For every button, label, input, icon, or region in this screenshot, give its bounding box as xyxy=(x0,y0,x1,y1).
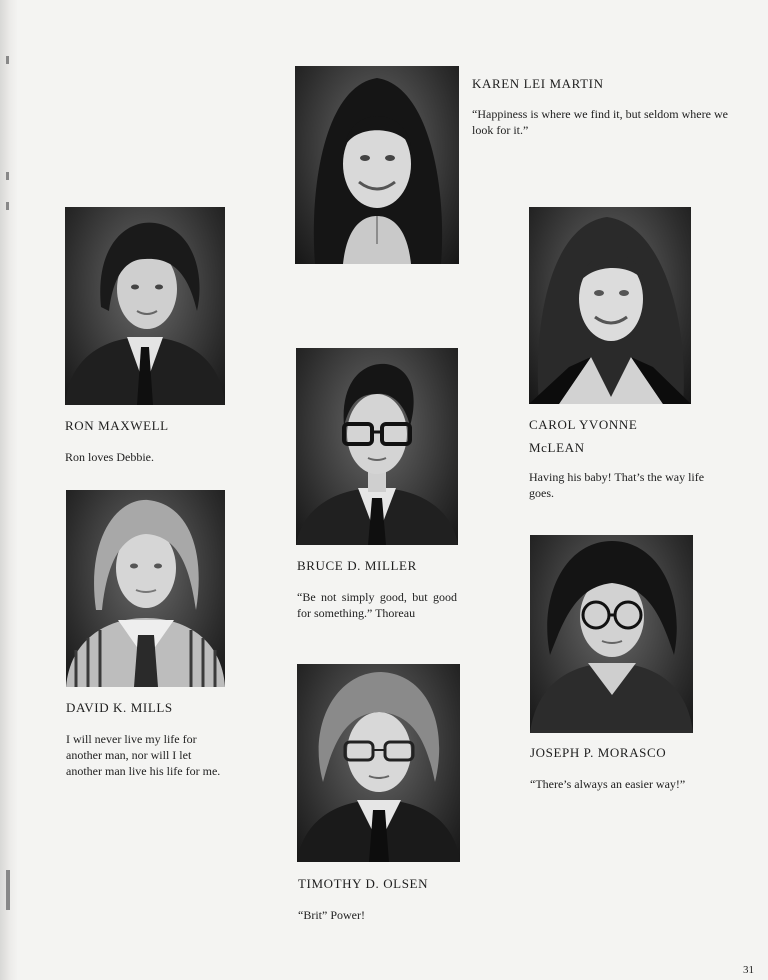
name-bruce-d-miller: BRUCE D. MILLER xyxy=(297,558,417,573)
page-number: 31 xyxy=(743,964,754,976)
portrait-glasses-tie-icon xyxy=(296,348,458,545)
portrait-shaggy-hair-tie-icon xyxy=(65,207,225,405)
portrait-curly-glasses-sweater-icon xyxy=(530,535,693,733)
photo-karen-lei-martin xyxy=(295,66,459,264)
name-carol-mclean: McLEAN xyxy=(529,440,585,455)
name-joseph-p-morasco: JOSEPH P. MORASCO xyxy=(530,745,667,760)
quote-david-k-mills: I will never live my life for another man, nor will I let another man live his life for me. xyxy=(66,732,221,778)
portrait-curly-glasses-tie-icon xyxy=(297,664,460,862)
photo-ron-maxwell xyxy=(65,207,225,405)
portrait-long-dark-hair-icon xyxy=(295,66,459,264)
name-timothy-d-olsen: TIMOTHY D. OLSEN xyxy=(298,876,429,891)
quote-joseph-p-morasco: “There’s always an easier way!” xyxy=(530,777,686,791)
quote-bruce-d-miller: “Be not simply good, but good for something.” Thoreau xyxy=(297,590,457,620)
photo-bruce-d-miller xyxy=(296,348,458,545)
portrait-blond-striped-shirt-icon xyxy=(66,490,225,687)
name-carol-yvonne: CAROL YVONNE xyxy=(529,417,638,432)
page-binding-gutter xyxy=(0,0,18,980)
name-ron-maxwell: RON MAXWELL xyxy=(65,418,169,433)
quote-ron-maxwell: Ron loves Debbie. xyxy=(65,450,154,464)
photo-timothy-d-olsen xyxy=(297,664,460,862)
portrait-long-hair-vneck-icon xyxy=(529,207,691,404)
photo-david-k-mills xyxy=(66,490,225,687)
name-karen-lei-martin: KAREN LEI MARTIN xyxy=(472,76,604,91)
quote-carol-yvonne-mclean: Having his baby! That’s the way life goes. xyxy=(529,470,705,500)
photo-carol-yvonne-mclean xyxy=(529,207,691,404)
photo-joseph-p-morasco xyxy=(530,535,693,733)
name-david-k-mills: DAVID K. MILLS xyxy=(66,700,173,715)
quote-karen-lei-martin: “Happiness is where we find it, but seldom where we look for it.” xyxy=(472,107,728,137)
quote-timothy-d-olsen: “Brit” Power! xyxy=(298,908,365,922)
